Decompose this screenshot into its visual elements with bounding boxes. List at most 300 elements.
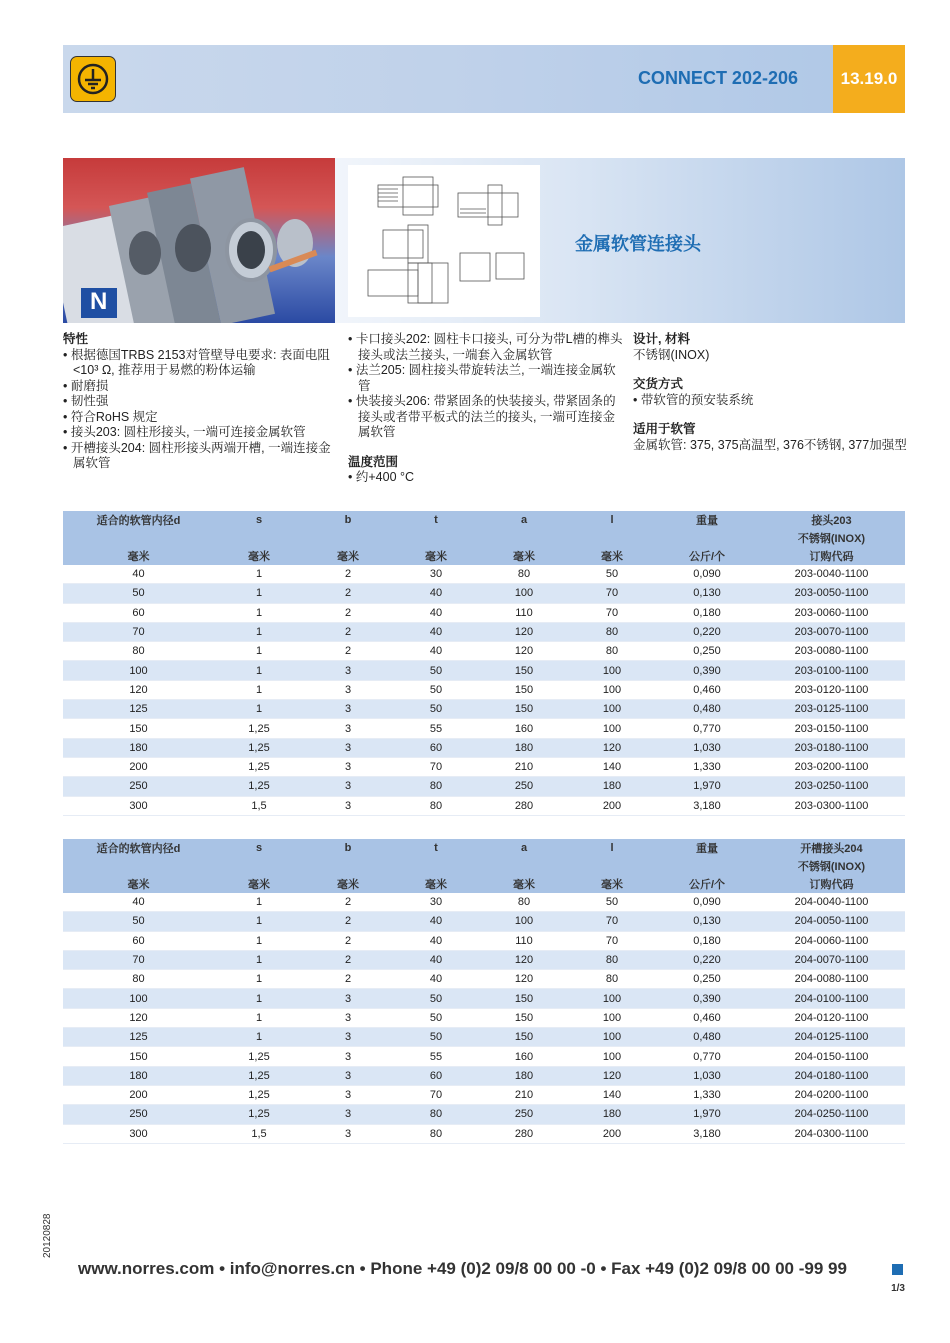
unit-header: 公斤/个 [656,875,758,893]
table-cell: 203-0180-1100 [758,738,905,757]
table-row [63,719,905,738]
table-cell: 204-0150-1100 [758,1047,905,1066]
unit-header: 公斤/个 [656,547,758,565]
table-row [63,622,905,641]
table-cell: 0,480 [656,1028,758,1047]
col-header: 接头203 [758,511,905,529]
table-cell: 3 [304,1066,392,1085]
table-cell: 1 [214,700,304,719]
table-cell: 204-0180-1100 [758,1066,905,1085]
table-row [63,738,905,757]
table-cell: 50 [392,700,480,719]
table-row [63,970,905,989]
unit-header: 毫米 [392,875,480,893]
table-cell: 3 [304,757,392,776]
table-cell: 100 [63,661,214,680]
table-cell: 60 [63,931,214,950]
table-cell: 80 [392,777,480,796]
table-cell: 3 [304,777,392,796]
table-row [63,1047,905,1066]
ground-symbol-logo-icon [70,56,116,102]
table-cell: 203-0300-1100 [758,796,905,815]
table-cell: 2 [304,565,392,584]
table-cell: 0,130 [656,584,758,603]
table-cell: 80 [63,970,214,989]
table-cell: 0,250 [656,970,758,989]
table-cell: 1,030 [656,1066,758,1085]
table-row [63,680,905,699]
table-cell: 30 [392,565,480,584]
table-cell: 3 [304,1085,392,1104]
table-cell: 150 [480,661,568,680]
table-cell: 0,220 [656,622,758,641]
table-cell: 3 [304,1105,392,1124]
table-cell: 80 [480,565,568,584]
table-cell: 0,460 [656,680,758,699]
delivery-heading: 交货方式 [633,377,684,391]
table-cell: 1,25 [214,1066,304,1085]
section-number: 13.19.0 [833,45,905,113]
table-row [63,1124,905,1143]
table-cell: 1,25 [214,757,304,776]
table-row [63,1066,905,1085]
table-cell: 203-0050-1100 [758,584,905,603]
table-cell: 120 [480,622,568,641]
table-cell: 203-0040-1100 [758,565,905,584]
table-cell: 180 [63,738,214,757]
list-item: • 快装接头206: 带紧固条的快装接头, 带紧固条的接头或者带平板式的法兰的接头, 一端可连接金属软管 [348,394,623,441]
table-cell: 55 [392,1047,480,1066]
table-cell: 50 [63,912,214,931]
col-header: l [568,839,656,857]
temperature-value: • 约+400 °C [348,470,623,486]
table-cell: 3 [304,989,392,1008]
table-cell: 50 [392,680,480,699]
table-cell: 3 [304,1028,392,1047]
table-cell: 3 [304,700,392,719]
table-cell: 1 [214,950,304,969]
table-cell: 70 [392,757,480,776]
table-row [63,700,905,719]
table-cell: 204-0250-1100 [758,1105,905,1124]
table-cell: 3 [304,680,392,699]
table-cell: 3,180 [656,796,758,815]
table-cell: 70 [568,931,656,950]
table-cell: 110 [480,603,568,622]
list-item: • 韧性强 [63,394,333,410]
norres-logo: N [90,288,108,315]
table-cell: 3 [304,1008,392,1027]
table-cell: 100 [480,584,568,603]
table-cell: 203-0120-1100 [758,680,905,699]
table-cell: 180 [63,1066,214,1085]
delivery-value: • 带软管的预安装系统 [633,393,908,409]
col-header: l [568,511,656,529]
table-cell: 1 [214,970,304,989]
contact-footer: www.norres.com • info@norres.cn • Phone +49 (0)2 09/8 00 00 -0 • Fax +49 (0)2 09/8 00 00 -99 99 [78,1259,847,1278]
table-cell: 1,330 [656,1085,758,1104]
table-cell: 100 [568,700,656,719]
table-cell: 50 [392,989,480,1008]
table-cell: 204-0300-1100 [758,1124,905,1143]
design-value: 不锈钢(INOX) [633,347,710,362]
table-cell: 250 [63,777,214,796]
table-row [63,1105,905,1124]
table-row [63,584,905,603]
table-cell: 40 [63,565,214,584]
table-row [63,989,905,1008]
col-header: 开槽接头204 [758,839,905,857]
table-cell: 1 [214,1028,304,1047]
table-cell: 1 [214,565,304,584]
table-cell: 0,180 [656,931,758,950]
table-cell: 150 [63,1047,214,1066]
table-cell: 250 [480,777,568,796]
table-cell: 100 [568,1028,656,1047]
table-row [63,1085,905,1104]
table-cell: 0,770 [656,719,758,738]
table-cell: 125 [63,1028,214,1047]
table-cell: 100 [568,989,656,1008]
table-cell: 110 [480,931,568,950]
table-cell: 50 [63,584,214,603]
table-cell: 2 [304,603,392,622]
table-cell: 203-0250-1100 [758,777,905,796]
table-cell: 2 [304,893,392,912]
table-cell: 40 [392,912,480,931]
table-cell: 2 [304,950,392,969]
table-cell: 80 [568,970,656,989]
table-cell: 1 [214,1008,304,1027]
table-cell: 1,030 [656,738,758,757]
table-cell: 150 [480,1008,568,1027]
table-cell: 0,250 [656,642,758,661]
unit-header: 毫米 [304,875,392,893]
table-cell: 0,480 [656,700,758,719]
table-cell: 70 [568,912,656,931]
table-cell: 1,25 [214,1085,304,1104]
unit-header: 订购代码 [758,875,905,893]
col-header: 重量 [656,839,758,857]
col-header: 适合的软管内径d [63,839,214,857]
table-cell: 1 [214,931,304,950]
table-cell: 1 [214,989,304,1008]
types-section [348,332,623,486]
table-cell: 204-0050-1100 [758,912,905,931]
table-cell: 204-0070-1100 [758,950,905,969]
table-cell: 100 [568,1047,656,1066]
table-cell: 80 [392,1124,480,1143]
table-cell: 0,220 [656,950,758,969]
table-cell: 1,5 [214,796,304,815]
table-cell: 0,090 [656,893,758,912]
table-cell: 1,970 [656,777,758,796]
unit-header: 毫米 [214,875,304,893]
table-cell: 120 [63,1008,214,1027]
temperature-heading: 温度范围 [348,454,399,469]
features-heading: 特性 [63,332,89,346]
table-cell: 60 [392,1066,480,1085]
table-cell: 40 [392,584,480,603]
table-cell: 1,25 [214,777,304,796]
table-cell: 3 [304,1047,392,1066]
table-cell: 1,25 [214,1047,304,1066]
list-item: • 符合RoHS 规定 [63,410,333,426]
table-cell: 120 [480,642,568,661]
table-cell: 140 [568,1085,656,1104]
table-cell: 250 [63,1105,214,1124]
table-cell: 1 [214,912,304,931]
table-cell: 160 [480,1047,568,1066]
table-cell: 50 [392,661,480,680]
table-cell: 2 [304,931,392,950]
design-section [633,332,908,453]
table-cell: 70 [568,603,656,622]
table-cell: 80 [568,950,656,969]
unit-header: 毫米 [214,547,304,565]
date-code: 20120828 [42,1213,53,1258]
table-cell: 2 [304,584,392,603]
table-cell: 1 [214,584,304,603]
table-cell: 300 [63,1124,214,1143]
table-cell: 40 [392,970,480,989]
product-heading: 金属软管连接头 [575,234,701,254]
table-cell: 1,25 [214,738,304,757]
col-header: a [480,839,568,857]
table-cell: 100 [568,680,656,699]
table-cell: 3 [304,719,392,738]
table-cell: 204-0120-1100 [758,1008,905,1027]
page-number: 1/3 [891,1283,905,1294]
table-cell: 30 [392,893,480,912]
table-cell: 100 [63,989,214,1008]
table-cell: 180 [480,738,568,757]
unit-header: 毫米 [63,875,214,893]
table-cell: 50 [568,893,656,912]
table-cell: 50 [392,1028,480,1047]
table-cell: 0,460 [656,1008,758,1027]
col-header: t [392,839,480,857]
col-header: s [214,839,304,857]
table-cell: 70 [392,1085,480,1104]
design-heading: 设计, 材料 [633,332,690,346]
table-row [63,912,905,931]
table-cell: 40 [392,603,480,622]
table-cell: 120 [63,680,214,699]
table-cell: 180 [568,1105,656,1124]
table-cell: 204-0125-1100 [758,1028,905,1047]
table-cell: 150 [480,700,568,719]
table-cell: 204-0060-1100 [758,931,905,950]
col-header: b [304,511,392,529]
table-cell: 70 [568,584,656,603]
table-cell: 204-0040-1100 [758,893,905,912]
table-cell: 203-0150-1100 [758,719,905,738]
table-cell: 125 [63,700,214,719]
table-cell: 1,25 [214,719,304,738]
table-row [63,931,905,950]
list-item: • 接头203: 圆柱形接头, 一端可连接金属软管 [63,425,333,441]
spec-table-203 [63,511,905,816]
table-row [63,1008,905,1027]
table-cell: 1,970 [656,1105,758,1124]
table-cell: 180 [480,1066,568,1085]
table-cell: 200 [63,1085,214,1104]
table-row [63,565,905,584]
table-row [63,642,905,661]
col-header: b [304,839,392,857]
table-cell: 2 [304,642,392,661]
table-cell: 203-0060-1100 [758,603,905,622]
table-cell: 0,770 [656,1047,758,1066]
product-photo [63,158,335,323]
table-cell: 120 [480,970,568,989]
table-row [63,603,905,622]
table-cell: 150 [480,989,568,1008]
table-cell: 200 [568,1124,656,1143]
unit-header: 毫米 [480,875,568,893]
table-cell: 80 [568,642,656,661]
hose-value: 金属软管: 375, 375高温型, 376不锈钢, 377加强型 [633,437,907,452]
table-row [63,777,905,796]
table-row [63,950,905,969]
table-cell: 70 [63,622,214,641]
table-cell: 200 [63,757,214,776]
table-cell: 204-0200-1100 [758,1085,905,1104]
technical-drawing [348,165,540,317]
spec-table-204 [63,839,905,1144]
table-cell: 120 [480,950,568,969]
table-cell: 40 [392,642,480,661]
blue-square-icon [892,1264,903,1275]
table-cell: 100 [568,719,656,738]
table-cell: 1 [214,603,304,622]
unit-header: 毫米 [568,875,656,893]
unit-header: 毫米 [63,547,214,565]
table-cell: 2 [304,622,392,641]
list-item: • 卡口接头202: 圆柱卡口接头, 可分为带L槽的榫头接头或法兰接头, 一端套入金属软管 [348,332,623,363]
table-cell: 40 [392,622,480,641]
unit-header: 毫米 [304,547,392,565]
table-cell: 150 [480,1028,568,1047]
table-cell: 3 [304,738,392,757]
table-cell: 1,330 [656,757,758,776]
table-cell: 80 [480,893,568,912]
col-header: s [214,511,304,529]
table-cell: 210 [480,1085,568,1104]
col-header-material: 不锈钢(INOX) [758,529,905,547]
list-item: • 根据德国TRBS 2153对管壁导电要求: 表面电阻<10³ Ω, 推荐用于易燃的粉体运输 [63,348,333,379]
table-cell: 55 [392,719,480,738]
table-cell: 1 [214,893,304,912]
unit-header: 毫米 [480,547,568,565]
col-header: a [480,511,568,529]
table-row [63,893,905,912]
table-cell: 1 [214,680,304,699]
table-cell: 140 [568,757,656,776]
features-section [63,332,333,472]
table-cell: 3 [304,661,392,680]
page-title: CONNECT 202-206 [637,68,798,88]
table-cell: 3 [304,796,392,815]
table-cell: 1,25 [214,1105,304,1124]
table-cell: 70 [63,950,214,969]
table-cell: 280 [480,796,568,815]
table-cell: 210 [480,757,568,776]
table-cell: 203-0125-1100 [758,700,905,719]
table-cell: 0,180 [656,603,758,622]
table-cell: 80 [392,796,480,815]
table-cell: 40 [392,950,480,969]
table-cell: 204-0080-1100 [758,970,905,989]
table-cell: 120 [568,738,656,757]
table-cell: 203-0080-1100 [758,642,905,661]
table-cell: 40 [63,893,214,912]
unit-header: 毫米 [392,547,480,565]
table-cell: 100 [480,912,568,931]
col-header: 重量 [656,511,758,529]
table-row [63,1028,905,1047]
table-cell: 150 [63,719,214,738]
table-cell: 3 [304,1124,392,1143]
table-cell: 100 [568,1008,656,1027]
table-cell: 200 [568,796,656,815]
col-header: t [392,511,480,529]
col-header: 适合的软管内径d [63,511,214,529]
col-header-material: 不锈钢(INOX) [758,857,905,875]
table-row [63,757,905,776]
table-cell: 250 [480,1105,568,1124]
table-cell: 2 [304,970,392,989]
unit-header: 毫米 [568,547,656,565]
table-cell: 1 [214,622,304,641]
table-cell: 180 [568,777,656,796]
table-cell: 50 [392,1008,480,1027]
table-cell: 0,390 [656,989,758,1008]
table-cell: 100 [568,661,656,680]
table-cell: 120 [568,1066,656,1085]
table-cell: 160 [480,719,568,738]
table-cell: 1,5 [214,1124,304,1143]
table-cell: 1 [214,642,304,661]
table-cell: 0,390 [656,661,758,680]
list-item: • 开槽接头204: 圆柱形接头两端开槽, 一端连接金属软管 [63,441,333,472]
list-item: • 法兰205: 圆柱接头带旋转法兰, 一端连接金属软管 [348,363,623,394]
table-cell: 80 [392,1105,480,1124]
table-row [63,796,905,815]
table-cell: 0,090 [656,565,758,584]
table-cell: 80 [568,622,656,641]
unit-header: 订购代码 [758,547,905,565]
table-cell: 80 [63,642,214,661]
table-cell: 203-0100-1100 [758,661,905,680]
table-cell: 280 [480,1124,568,1143]
table-row [63,661,905,680]
hose-heading: 适用于软管 [633,422,696,436]
table-cell: 3,180 [656,1124,758,1143]
table-cell: 1 [214,661,304,680]
table-cell: 203-0070-1100 [758,622,905,641]
table-cell: 203-0200-1100 [758,757,905,776]
table-cell: 50 [568,565,656,584]
table-cell: 40 [392,931,480,950]
table-cell: 300 [63,796,214,815]
table-cell: 60 [392,738,480,757]
table-cell: 0,130 [656,912,758,931]
table-cell: 60 [63,603,214,622]
table-cell: 204-0100-1100 [758,989,905,1008]
table-cell: 150 [480,680,568,699]
